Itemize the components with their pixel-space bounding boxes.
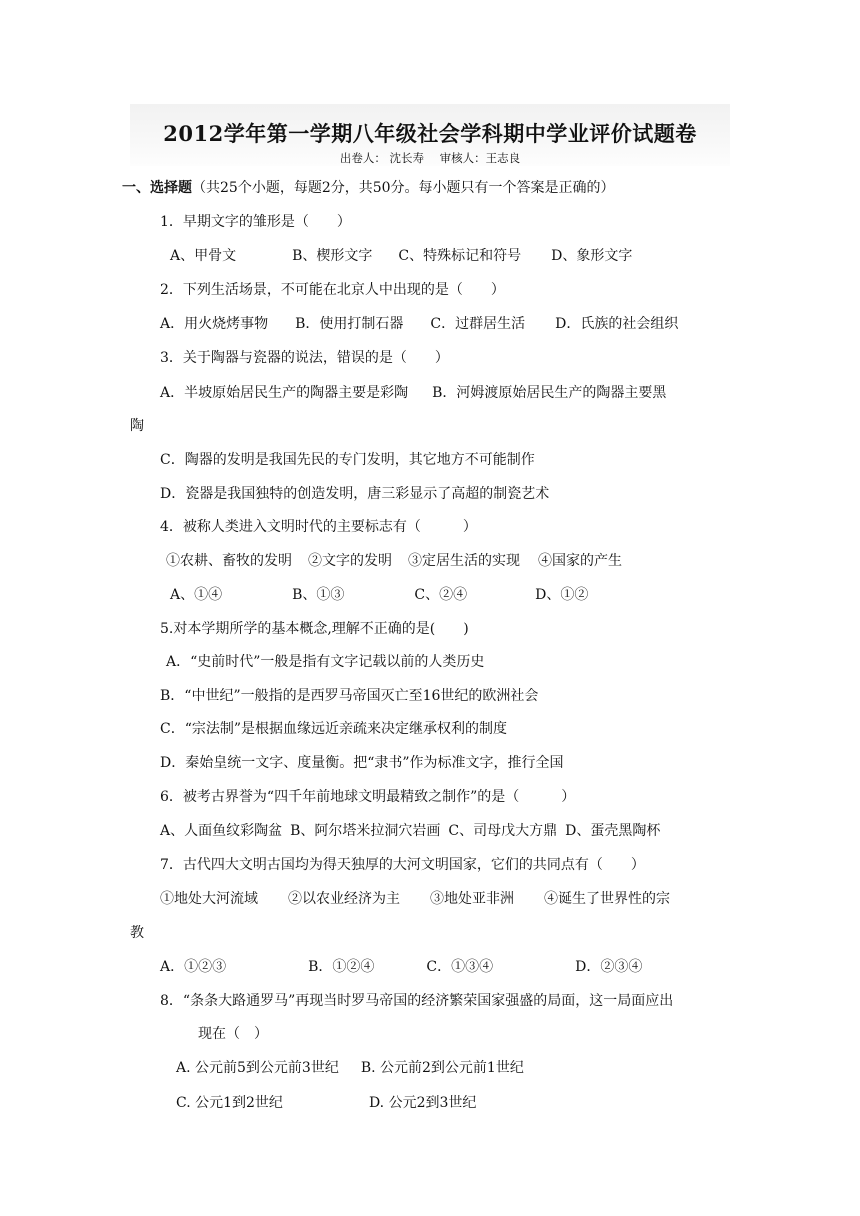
item: ②文字的发明	[308, 553, 392, 569]
option: A．半坡原始居民生产的陶器主要是彩陶	[160, 385, 409, 401]
question-5-stem: 5.对本学期所学的基本概念,理解不正确的是( )	[160, 621, 469, 637]
option: D、蛋壳黑陶杯	[565, 823, 661, 839]
question-5-option-a: A．“史前时代”一般是指有文字记载以前的人类历史	[166, 654, 485, 670]
option: C．①③④	[426, 959, 494, 975]
option: A．用火烧烤事物	[160, 316, 269, 332]
option: A、人面鱼纹彩陶盆	[160, 823, 283, 839]
reviewer: 审核人：王志良	[439, 151, 521, 165]
question-5-option-b: B．“中世纪”一般指的是西罗马帝国灭亡至16世纪的欧洲社会	[160, 688, 539, 704]
option: B. 公元前2到公元前1世纪	[360, 1060, 524, 1076]
question-3-option-d: D．瓷器是我国独特的创造发明，唐三彩显示了高超的制瓷艺术	[160, 486, 550, 502]
question-2-stem: 2．下列生活场景，不可能在北京人中出现的是（ ）	[160, 282, 505, 298]
question-1-options	[170, 247, 632, 265]
question-7-stem: 7．古代四大文明古国均为得天独厚的大河文明国家，它们的共同点有（ ）	[160, 857, 645, 873]
section-title: 一、选择题	[122, 180, 192, 196]
item: ①农耕、畜牧的发明	[166, 553, 292, 569]
question-4-options	[170, 586, 588, 604]
option: B．使用打制石器	[295, 316, 404, 332]
question-8-wrap: 现在（ ）	[198, 1026, 268, 1042]
option: B、阿尔塔米拉洞穴岩画	[290, 823, 441, 839]
section-heading	[122, 179, 615, 197]
option: C、特殊标记和符号	[398, 248, 522, 264]
question-2-options	[160, 315, 678, 333]
option: A、①④	[170, 587, 223, 603]
question-7-options	[160, 958, 642, 976]
option: A、甲骨文	[170, 248, 237, 264]
page-title: 2012学年第一学期八年级社会学科期中学业评价试题卷	[163, 121, 697, 146]
option: B、楔形文字	[292, 248, 373, 264]
question-3-options-ab	[160, 384, 666, 402]
option: A. 公元前5到公元前3世纪	[176, 1060, 339, 1076]
question-1-stem: 1．早期文字的雏形是（ ）	[160, 214, 351, 230]
option: D、象形文字	[551, 248, 633, 264]
item: ②以农业经济为主	[288, 891, 400, 907]
option: C. 公元1到2世纪	[176, 1095, 283, 1111]
question-7-wrap: 教	[130, 925, 144, 941]
option: A．①②③	[160, 959, 227, 975]
question-3-stem: 3．关于陶器与瓷器的说法，错误的是（ ）	[160, 350, 449, 366]
option: D．②③④	[575, 959, 643, 975]
item: ③定居生活的实现	[408, 553, 520, 569]
author-line	[0, 150, 860, 166]
option: D．氏族的社会组织	[555, 316, 679, 332]
option: D、①②	[535, 587, 589, 603]
question-5-option-c: C．“宗法制”是根据血缘远近亲疏来决定继承权利的制度	[160, 721, 508, 737]
item: ④国家的产生	[538, 553, 622, 569]
question-6-options	[160, 822, 660, 840]
item: ①地处大河流域	[160, 891, 258, 907]
question-5-option-d: D．秦始皇统一文字、度量衡。把“隶书”作为标准文字，推行全国	[160, 755, 564, 771]
question-6-stem: 6．被考古界誉为“四千年前地球文明最精致之制作”的是（ ）	[160, 789, 576, 805]
option: B．①②④	[308, 959, 375, 975]
question-4-items	[166, 552, 622, 570]
question-4-stem: 4．被称人类进入文明时代的主要标志有（ ）	[160, 519, 477, 535]
author: 出卷人： 沈长寿	[339, 151, 424, 165]
question-8-options-cd	[176, 1094, 476, 1112]
option: D. 公元2到3世纪	[368, 1095, 477, 1111]
item: ④诞生了世界性的宗	[544, 891, 670, 907]
question-8-options-ab	[176, 1059, 524, 1077]
question-8-stem: 8．“条条大路通罗马”再现当时罗马帝国的经济繁荣国家强盛的局面，这一局面应出	[160, 993, 674, 1009]
option: C、②④	[414, 587, 468, 603]
question-3-option-c: C．陶器的发明是我国先民的专门发明，其它地方不可能制作	[160, 452, 535, 468]
option: B、①③	[292, 587, 345, 603]
item: ③地处亚非洲	[430, 891, 514, 907]
option: C．过群居生活	[430, 316, 526, 332]
option: B．河姆渡原始居民生产的陶器主要黑	[432, 385, 667, 401]
option: C、司母戊大方鼎	[448, 823, 558, 839]
section-note: （共25个小题，每题2分，共50分。每小题只有一个答案是正确的）	[192, 180, 615, 196]
question-3-wrap: 陶	[130, 418, 144, 434]
question-7-items	[160, 890, 670, 908]
